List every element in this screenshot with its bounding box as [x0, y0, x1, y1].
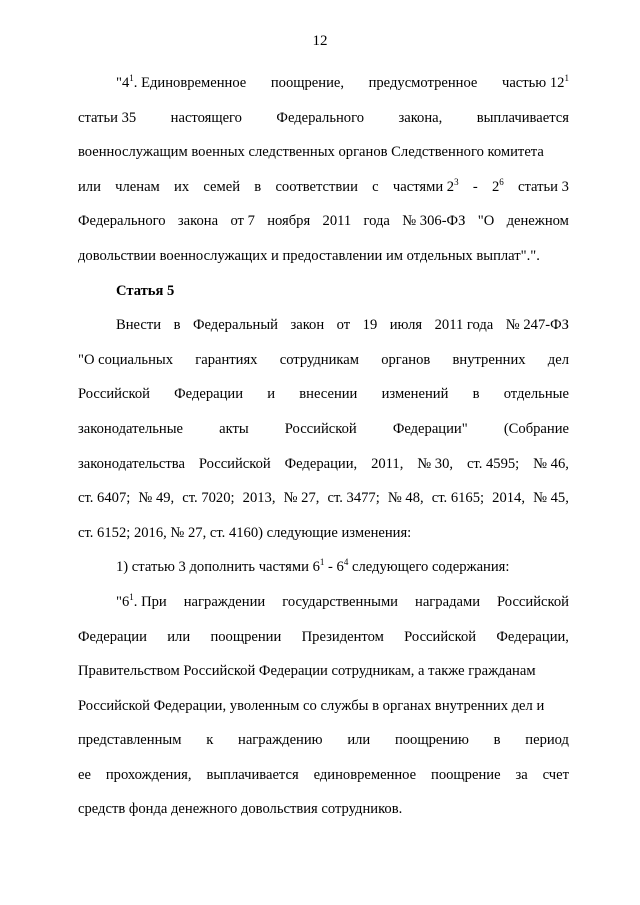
text-fragment: государственными [282, 593, 398, 610]
text-fragment: или [78, 178, 101, 195]
text-fragment: $2^6$ [491, 176, 504, 195]
text-line: средств фонда денежного довольствия сотрудников. [78, 801, 403, 818]
paragraph-2-line-4 [78, 412, 569, 447]
text-line: довольствии военнослужащих и предоставлении им отдельных выплат".". [78, 247, 540, 264]
text-fragment: к [206, 732, 214, 749]
text-fragment: ноября [267, 213, 311, 230]
text-line: Правительством Российской Федерации сотрудникам, а также гражданам [78, 663, 536, 680]
text-fragment: дел [547, 351, 569, 368]
text-fragment: предусмотренное [368, 75, 478, 91]
paragraph-2-line-7 [78, 516, 569, 551]
text-fragment: "$4^1$. Единовременное [116, 73, 247, 91]
paragraph-2-line-2 [78, 343, 569, 378]
text-fragment: - [472, 178, 478, 195]
text-fragment: представленным [78, 732, 182, 749]
paragraph-2-line-5 [78, 447, 569, 482]
text-fragment: Президентом [301, 628, 384, 645]
text-line: Российской Федерации, уволенным со службы в органах внутренних дел и [78, 697, 545, 714]
text-fragment: ст. 6165; [431, 490, 485, 507]
text-fragment: "$6^1$. При [116, 591, 167, 610]
text-line: военнослужащим военных следственных органов Следственного комитета [78, 144, 544, 161]
text-fragment: счет [542, 766, 569, 783]
text-fragment: закона [177, 213, 219, 230]
text-fragment: законодательные [78, 420, 183, 437]
paragraph-1-line-3 [78, 135, 569, 170]
text-line: 1) статью 3 дополнить частями $6^1 - 6^4$ следующего содержания: [116, 557, 510, 576]
text-fragment: прохождения, [105, 766, 192, 783]
text-fragment: 2014, [492, 490, 525, 507]
text-fragment: и [267, 386, 276, 403]
text-fragment: поощрении [210, 628, 282, 645]
paragraph-4-line-5 [78, 723, 569, 758]
text-fragment: 2013, [242, 490, 276, 507]
text-fragment: частью $12^1$ [501, 73, 569, 91]
text-fragment: внутренних [452, 351, 526, 368]
text-fragment: закона, [398, 109, 443, 126]
text-fragment: семей [203, 178, 241, 195]
text-fragment: в [472, 386, 480, 403]
text-fragment: поощрение [431, 766, 501, 783]
text-fragment: выплачивается [206, 766, 299, 783]
text-fragment: 2011, [371, 455, 404, 472]
text-fragment: с [372, 178, 379, 195]
text-fragment: награждении [183, 593, 266, 610]
text-fragment: поощрению [394, 732, 469, 749]
text-fragment: наградами [415, 593, 481, 610]
text-fragment: денежном [506, 213, 569, 230]
page-number: 12 [312, 33, 328, 49]
text-fragment: в [493, 732, 501, 749]
paragraph-4-line-7 [78, 792, 569, 827]
text-fragment: поощрение, [270, 75, 345, 91]
text-fragment: Внести [116, 317, 162, 334]
paragraph-4-line-1 [78, 585, 569, 620]
text-fragment: ст. 7020; [182, 490, 235, 507]
text-fragment: Российской [78, 386, 150, 403]
text-fragment: членам [115, 178, 160, 195]
text-fragment: внесении [299, 386, 358, 403]
paragraph-2-line-3 [78, 377, 569, 412]
text-fragment: гарантиях [195, 351, 258, 368]
article-title: Статья 5 [116, 282, 175, 299]
text-fragment: (Собрание [503, 420, 569, 437]
text-fragment: "О [477, 213, 495, 230]
text-fragment: сотрудникам [279, 351, 359, 368]
text-fragment: Федерации, [496, 628, 569, 645]
text-fragment: или [167, 628, 191, 645]
text-fragment: их [174, 178, 190, 195]
text-fragment: статьи 35 [78, 109, 137, 126]
text-line: ст. 6152; 2016, № 27, ст. 4160) следующие изменения: [78, 524, 412, 541]
text-fragment: соответствии [275, 178, 358, 195]
text-fragment: № 45, [533, 490, 569, 507]
text-fragment: Федерации" [392, 420, 468, 437]
text-fragment: или [347, 732, 371, 749]
paragraph-2-line-1 [78, 308, 569, 343]
text-fragment: статьи 3 [518, 178, 569, 195]
text-fragment: частями $2^3$ [392, 176, 459, 195]
text-fragment: Федерации, [284, 455, 358, 472]
text-fragment: 2011 [322, 213, 352, 230]
text-fragment: Российской [198, 455, 271, 472]
text-fragment: в [173, 317, 181, 334]
text-fragment: ст. 3477; [327, 490, 380, 507]
text-fragment: Федерации [78, 628, 147, 645]
paragraph-1-line-6 [78, 239, 569, 274]
text-fragment: ее [78, 766, 91, 783]
text-fragment: "О социальных [78, 351, 173, 368]
text-fragment: ст. 4595; [466, 455, 520, 472]
paragraph-1-line-4 [78, 170, 569, 205]
text-fragment: за [515, 766, 528, 783]
paragraph-1-line-5 [78, 204, 569, 239]
text-fragment: 2011 года [434, 317, 494, 334]
text-fragment: изменений [381, 386, 449, 403]
text-fragment: закон [290, 317, 325, 334]
paragraph-3-line-1 [78, 550, 569, 585]
text-fragment: № 30, [417, 455, 454, 472]
text-fragment: органов [381, 351, 431, 368]
text-fragment: настоящего [170, 109, 242, 126]
text-fragment: Федерального [78, 213, 166, 230]
text-fragment: Российской [284, 420, 357, 437]
text-fragment: Федерации [174, 386, 244, 403]
text-fragment: № 247-ФЗ [505, 317, 569, 334]
text-fragment: акты [219, 420, 249, 437]
text-fragment: Российской [404, 628, 477, 645]
text-fragment: № 48, [387, 490, 424, 507]
text-fragment: № 306-ФЗ [402, 213, 466, 230]
text-fragment: выплачивается [476, 109, 569, 126]
article-heading [78, 274, 569, 309]
text-fragment: единовременное [313, 766, 417, 783]
paragraph-4-line-3 [78, 654, 569, 689]
text-fragment: Федерального [276, 109, 365, 126]
text-fragment: награждению [238, 732, 323, 749]
text-fragment: период [525, 732, 569, 749]
paragraph-2-line-6 [78, 481, 569, 516]
text-fragment: от 7 [230, 213, 255, 230]
paragraph-4-line-6 [78, 758, 569, 793]
text-fragment: года [363, 213, 390, 230]
text-fragment: от [336, 317, 351, 334]
text-fragment: Федеральный [192, 317, 278, 334]
text-fragment: № 49, [138, 490, 175, 507]
paragraph-4-line-4 [78, 689, 569, 724]
text-fragment: законодательства [78, 455, 185, 472]
text-fragment: ст. 6407; [78, 490, 131, 507]
text-fragment: № 46, [533, 455, 569, 472]
paragraph-1-line-1 [78, 66, 569, 101]
text-fragment: отдельные [503, 386, 569, 403]
text-fragment: № 27, [283, 490, 320, 507]
text-fragment: в [254, 178, 262, 195]
paragraph-4-line-2 [78, 620, 569, 655]
document-body [78, 66, 569, 827]
text-fragment: Российской [497, 593, 569, 610]
paragraph-1-line-2 [78, 101, 569, 136]
text-fragment: июля [389, 317, 423, 334]
text-fragment: 19 [362, 317, 378, 334]
